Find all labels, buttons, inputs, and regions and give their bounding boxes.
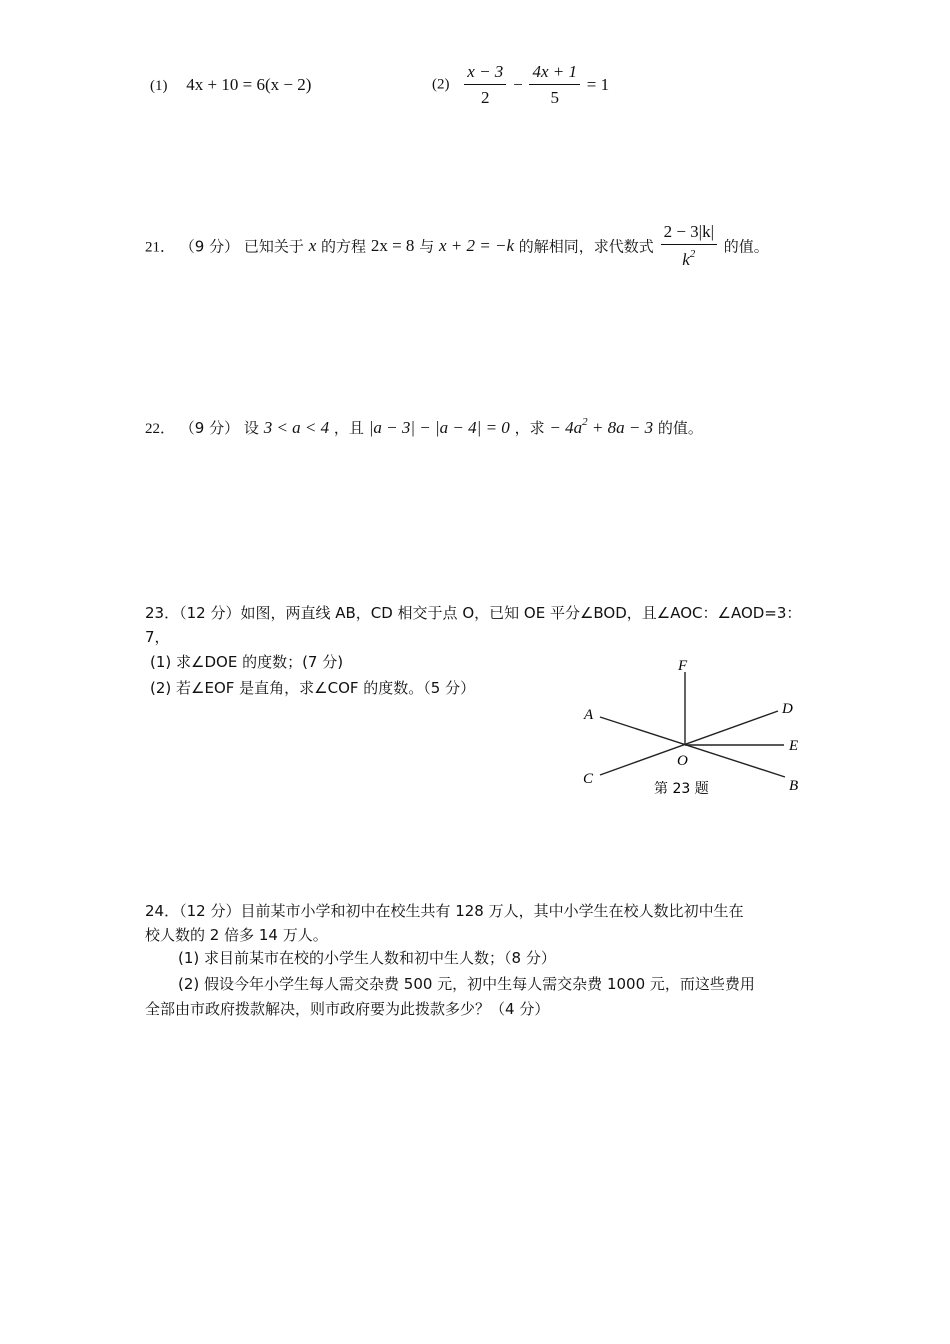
q23-figure [570, 650, 810, 810]
q21-expression [661, 222, 717, 270]
q24-statement-line-1: 24．（12 分）目前某市小学和初中在校生共有 128 万人，其中小学生在校人数比初中生在 [145, 902, 744, 920]
q21-equation-2: x + 2 = −k [438, 236, 514, 255]
label-C: C [583, 771, 594, 787]
q22-equation: |a − 3| − |a − 4| = 0 [368, 418, 510, 437]
q22-expression [549, 418, 653, 437]
q20-fraction-2-denominator: 5 [550, 88, 559, 107]
q24-statement-line-2: 校人数的 2 倍多 14 万人。 [145, 926, 328, 944]
question-22 [145, 416, 703, 438]
q20-part1-equation: 4x + 10 = 6(x − 2) [186, 75, 312, 94]
q20-part2 [432, 62, 609, 108]
q24-subquestion-1: (1) 求目前某市在校的小学生人数和初中生人数；（8 分） [178, 949, 556, 967]
q20-fraction-1-numerator: x − 3 [464, 62, 506, 85]
q22-text-2: ，且 [333, 419, 364, 437]
q21-equation-1: 2x = 8 [370, 236, 415, 255]
q20-fraction-2-numerator: 4x + 1 [529, 62, 580, 85]
q22-expression-term-2: + 8a − 3 [587, 418, 654, 437]
q21-denominator-exponent: 2 [689, 248, 696, 260]
q22-text-1: 设 [243, 419, 259, 437]
q21-expression-numerator: 2 − 3|k| [661, 222, 717, 245]
q21-score: （9 分） [179, 237, 240, 256]
label-B: B [789, 778, 799, 794]
q21-denominator-base: k [682, 250, 690, 269]
q20-minus-sign: − [513, 75, 523, 94]
q22-inequality: 3 < a < 4 [263, 418, 330, 437]
q20-fraction-1-denominator: 2 [481, 88, 490, 107]
q22-expression-exponent: 2 [582, 416, 588, 428]
q22-score: （9 分） [179, 419, 240, 437]
q24-subquestion-2-line-2: 全部由市政府拨款解决，则市政府要为此拨款多少？（4 分） [145, 1000, 550, 1018]
q20-part2-label: (2) [432, 76, 450, 93]
q20-part1 [150, 75, 311, 95]
q21-variable: x [308, 236, 317, 255]
line-AB [600, 717, 785, 777]
q22-expression-term-1: − 4a [549, 418, 583, 437]
q23-statement-line-1: 23．（12 分）如图，两直线 AB，CD 相交于点 O，已知 OE 平分∠BOD，且∠AOC：∠AOD=3： [145, 604, 802, 622]
q23-statement-line-2: 7， [145, 628, 170, 646]
label-O: O [677, 753, 688, 769]
q21-text-4: 的解相同，求代数式 [518, 237, 654, 256]
q20-part1-label: (1) [150, 78, 168, 94]
q20-fraction-1 [464, 62, 506, 108]
q21-number: 21． [145, 239, 176, 256]
question-21 [145, 222, 769, 270]
q21-text-5: 的值。 [723, 237, 769, 256]
q22-text-3: ，求 [514, 419, 545, 437]
q21-text-3: 与 [419, 237, 435, 256]
label-A: A [584, 707, 594, 723]
q24-subquestion-2-line-1: (2) 假设今年小学生每人需交杂费 500 元，初中生每人需交杂费 1000 元，而这些费用 [178, 975, 755, 993]
q20-right-hand-side: = 1 [586, 75, 610, 94]
q21-expression-denominator [661, 245, 717, 270]
q21-text-1: 已知关于 [243, 237, 304, 256]
figure-caption: 第 23 题 [654, 781, 709, 797]
label-E: E [789, 738, 799, 754]
q21-text-2: 的方程 [321, 237, 367, 256]
q20-fraction-2 [529, 62, 580, 108]
q22-text-4: 的值。 [657, 419, 703, 437]
q22-number: 22． [145, 421, 176, 437]
q23-subquestion-2: (2) 若∠EOF 是直角，求∠COF 的度数。（5 分） [150, 679, 476, 697]
label-F: F [678, 658, 688, 674]
q23-subquestion-1: (1) 求∠DOE 的度数；(7 分) [150, 653, 344, 671]
label-D: D [782, 701, 793, 717]
